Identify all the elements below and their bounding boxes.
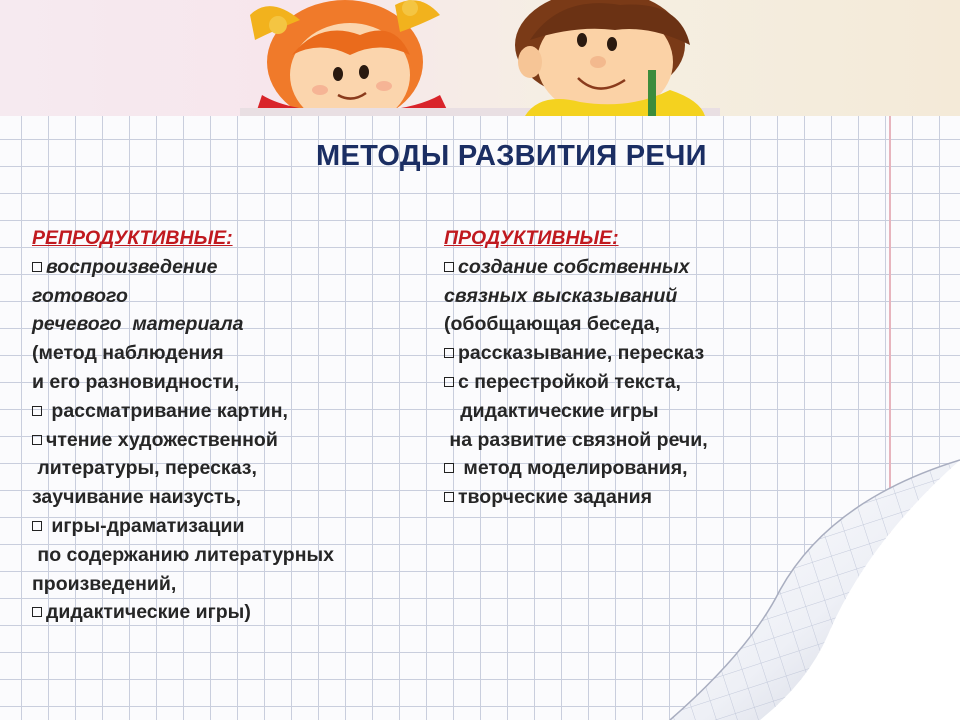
line-text: литературы, пересказ,	[32, 457, 257, 480]
line-text: дидактические игры)	[46, 601, 251, 624]
line-text: воспроизведение	[46, 255, 218, 278]
productive-methods-column	[444, 224, 804, 512]
line-text: метод моделирования,	[458, 457, 688, 480]
reproductive-methods-column	[32, 224, 432, 627]
bullet-item	[444, 368, 804, 397]
bullet-item	[32, 253, 432, 282]
line-text: создание собственных	[458, 255, 690, 278]
line-text: (метод наблюдения	[32, 342, 224, 365]
checkbox-bullet-icon	[444, 262, 454, 272]
checkbox-bullet-icon	[32, 406, 42, 416]
checkbox-bullet-icon	[444, 377, 454, 387]
bullet-item	[444, 483, 804, 512]
line-text: игры-драматизации	[46, 514, 245, 537]
line-text: связных высказываний	[444, 284, 678, 307]
line-text: заучивание наизусть,	[32, 486, 242, 509]
line-text: рассказывание, пересказ	[458, 342, 705, 365]
text-line	[32, 282, 432, 311]
text-line	[32, 368, 432, 397]
line-text: произведений,	[32, 572, 177, 595]
productive-heading: ПРОДУКТИВНЫЕ:	[444, 227, 619, 249]
checkbox-bullet-icon	[444, 492, 454, 502]
text-line	[32, 454, 432, 483]
text-line	[32, 483, 432, 512]
checkbox-bullet-icon	[32, 262, 42, 272]
line-text: чтение художественной	[46, 428, 278, 451]
bullet-item	[32, 512, 432, 541]
bullet-item	[32, 426, 432, 455]
reproductive-heading: РЕПРОДУКТИВНЫЕ:	[32, 227, 233, 249]
line-text: (обобщающая беседа,	[444, 313, 660, 336]
line-text: на развитие связной речи,	[444, 428, 708, 451]
text-line	[444, 282, 804, 311]
line-text: готового	[32, 284, 128, 307]
text-line	[444, 426, 804, 455]
checkbox-bullet-icon	[444, 463, 454, 473]
line-text: дидактические игры	[444, 399, 659, 422]
bullet-item	[32, 598, 432, 627]
bullet-item	[444, 339, 804, 368]
text-line	[32, 570, 432, 599]
text-line	[444, 397, 804, 426]
line-text: и его разновидности,	[32, 370, 240, 393]
line-text: рассматривание картин,	[46, 399, 288, 422]
checkbox-bullet-icon	[32, 521, 42, 531]
checkbox-bullet-icon	[444, 348, 454, 358]
checkbox-bullet-icon	[32, 607, 42, 617]
children-illustration	[0, 0, 960, 116]
page-title: МЕТОДЫ РАЗВИТИЯ РЕЧИ	[316, 140, 707, 172]
text-line	[32, 310, 432, 339]
text-line	[32, 339, 432, 368]
text-line	[32, 541, 432, 570]
header-illustration	[0, 0, 960, 116]
bullet-item	[444, 454, 804, 483]
bullet-item	[32, 397, 432, 426]
line-text: речевого материала	[32, 313, 244, 336]
line-text: с перестройкой текста,	[458, 370, 681, 393]
line-text: творческие задания	[458, 486, 653, 509]
checkbox-bullet-icon	[32, 435, 42, 445]
bullet-item	[444, 253, 804, 282]
line-text: по содержанию литературных	[32, 543, 334, 566]
text-line	[444, 310, 804, 339]
